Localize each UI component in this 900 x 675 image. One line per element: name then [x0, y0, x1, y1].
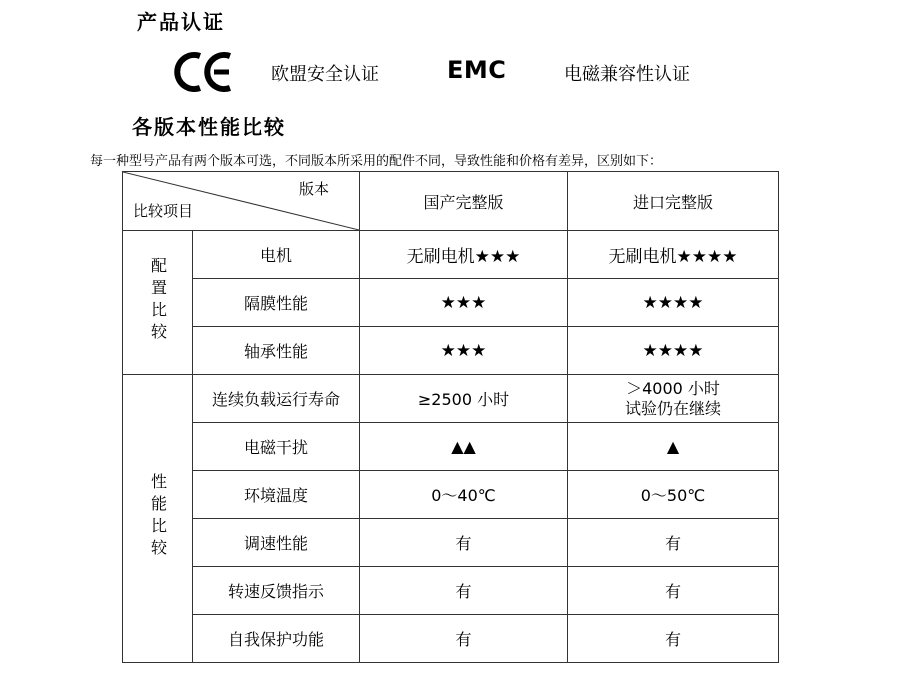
- table-row: [123, 615, 779, 663]
- group-config-label: 配置比较: [148, 256, 168, 345]
- row-item: 连续负载运行寿命: [193, 375, 360, 423]
- domestic-value: 0～40℃: [360, 471, 568, 519]
- intro-text: 每一种型号产品有两个版本可选，不同版本所采用的配件不同，导致性能和价格有差异，区别如下：: [90, 154, 663, 169]
- domestic-value: ≥2500 小时: [360, 375, 568, 423]
- table-row: [123, 327, 779, 375]
- table-row: [123, 567, 779, 615]
- imported-value: 有: [568, 567, 779, 615]
- domestic-value: 有: [360, 615, 568, 663]
- emc-logo: EMC: [447, 56, 507, 84]
- imported-value: 0～50℃: [568, 471, 779, 519]
- imported-value: ★★★★: [568, 279, 779, 327]
- version-comparison-table: [122, 171, 779, 663]
- row-item: 自我保护功能: [193, 615, 360, 663]
- domestic-value: ▲▲: [360, 423, 568, 471]
- table-row: [123, 471, 779, 519]
- imported-value: 无刷电机★★★★: [568, 231, 779, 279]
- row-item: 隔膜性能: [193, 279, 360, 327]
- imported-value: ★★★★: [568, 327, 779, 375]
- column-header-domestic: 国产完整版: [360, 172, 568, 231]
- imported-value: [568, 375, 779, 423]
- domestic-value: ★★★: [360, 327, 568, 375]
- imported-value: ▲: [568, 423, 779, 471]
- domestic-value: ★★★: [360, 279, 568, 327]
- imported-value-line2: 试验仍在继续: [624, 398, 721, 418]
- corner-version-label: 版本: [298, 180, 329, 198]
- table-row: [123, 375, 779, 423]
- eu-safety-cert-label: 欧盟安全认证: [271, 64, 379, 85]
- ce-logo-icon: [174, 50, 234, 94]
- column-header-imported: 进口完整版: [568, 172, 779, 231]
- certification-heading: 产品认证: [137, 10, 225, 34]
- table-row: [123, 279, 779, 327]
- row-item: 电机: [193, 231, 360, 279]
- group-performance-cell: [123, 375, 193, 663]
- domestic-value: 无刷电机★★★: [360, 231, 568, 279]
- group-performance-label: 性能比较: [148, 472, 168, 561]
- table-header-row: [123, 172, 779, 231]
- imported-value: 有: [568, 519, 779, 567]
- domestic-value: 有: [360, 519, 568, 567]
- emc-cert-label: 电磁兼容性认证: [564, 64, 690, 85]
- table-row: [123, 231, 779, 279]
- table-row: [123, 423, 779, 471]
- imported-value-line1: ＞4000 小时: [626, 378, 720, 398]
- corner-header-cell: [123, 172, 360, 231]
- row-item: 轴承性能: [193, 327, 360, 375]
- imported-value: 有: [568, 615, 779, 663]
- comparison-heading: 各版本性能比较: [132, 115, 286, 139]
- table-row: [123, 519, 779, 567]
- row-item: 环境温度: [193, 471, 360, 519]
- domestic-value: 有: [360, 567, 568, 615]
- row-item: 转速反馈指示: [193, 567, 360, 615]
- row-item: 电磁干扰: [193, 423, 360, 471]
- corner-item-label: 比较项目: [133, 202, 194, 220]
- group-config-cell: [123, 231, 193, 375]
- row-item: 调速性能: [193, 519, 360, 567]
